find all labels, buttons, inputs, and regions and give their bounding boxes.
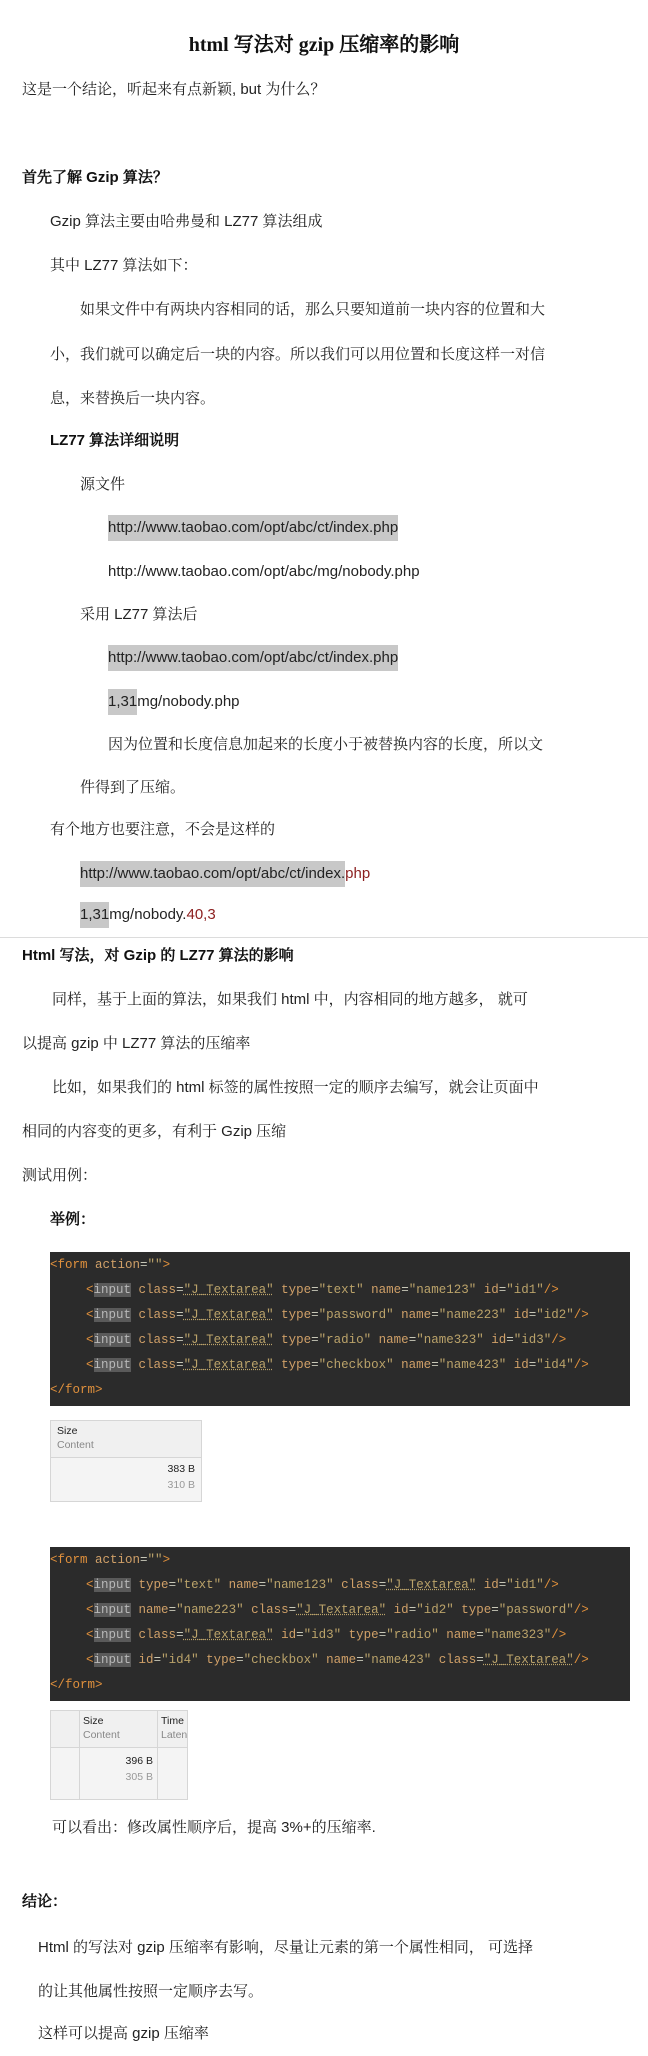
section-heading-html-impact: Html 写法，对 Gzip 的 LZ77 算法的影响 (22, 947, 294, 964)
code-attr-name: id (483, 1283, 499, 1297)
after-url: http://www.taobao.com/opt/abc/ct/index.php (108, 645, 398, 671)
after-lz77-label: 采用 LZ77 算法后 (80, 606, 198, 623)
code-equals: = (528, 1358, 537, 1372)
explain-line-2: 件得到了压缩。 (80, 779, 186, 796)
code-line-input (50, 1653, 589, 1667)
network-size-panel-1 (50, 1420, 202, 1502)
section-heading-gzip: 首先了解 Gzip 算法？ (22, 169, 168, 186)
example-heading: 举例： (50, 1211, 96, 1228)
code-equals: = (491, 1603, 499, 1617)
code-space (506, 1308, 514, 1322)
compressed-line (108, 692, 240, 712)
code-equals: = (311, 1308, 319, 1322)
code-space (506, 1358, 514, 1372)
code-attr-value: "id4" (161, 1653, 199, 1667)
code-attr-value: "name123" (408, 1283, 477, 1297)
compressed-pointer: 1,31 (108, 689, 137, 715)
code-space (131, 1653, 139, 1667)
code-equals: = (176, 1333, 184, 1347)
code-space (386, 1603, 394, 1617)
source-file-label: 源文件 (80, 476, 126, 493)
code-attr-value: "J_Textarea" (183, 1283, 274, 1297)
code-attr-value: "checkbox" (318, 1358, 394, 1372)
code-space (431, 1653, 439, 1667)
size-value: 396 B (125, 1755, 153, 1767)
code-equals: = (176, 1283, 184, 1297)
code-equals: = (153, 1653, 162, 1667)
code-attr-value: "" (147, 1258, 163, 1272)
code-tag: <form (50, 1553, 96, 1567)
code-attr-value: "name323" (416, 1333, 484, 1347)
code-tag-name: input (93, 1308, 132, 1322)
code-equals: = (528, 1308, 537, 1322)
code-tag: /> (573, 1603, 589, 1617)
latency-column-header: Laten (161, 1729, 188, 1741)
code-attr-name: name (446, 1628, 477, 1642)
code-attr-value: "id2" (536, 1308, 574, 1322)
code-equals: = (258, 1578, 267, 1592)
code-equals: = (296, 1628, 304, 1642)
code-equals: = (236, 1653, 244, 1667)
code-attr-name: class (138, 1333, 177, 1347)
code-line-form-close: </form> (50, 1383, 103, 1397)
conclusion-line-1: Html 的写法对 gzip 压缩率有影响，尽量让元素的第一个属性相同， 可选择 (38, 1939, 534, 1956)
code-space (131, 1308, 139, 1322)
code-attr-name: type (281, 1308, 312, 1322)
code-tag-name: input (93, 1603, 132, 1617)
code-tag: <form (50, 1258, 96, 1272)
code-attr-value: "name223" (438, 1308, 507, 1322)
code-attr-name: class (438, 1653, 477, 1667)
code-equals: = (378, 1578, 387, 1592)
code-attr-value: "password" (498, 1603, 574, 1617)
code-equals: = (476, 1628, 484, 1642)
code-tag: < (86, 1283, 94, 1297)
lz77-detail-heading: LZ77 算法详细说明 (50, 432, 180, 449)
code-equals: = (408, 1333, 417, 1347)
code-attr-name: id (513, 1308, 529, 1322)
code-equals: = (378, 1628, 387, 1642)
code-attr-name: action (95, 1258, 141, 1272)
code-attr-value: "name423" (363, 1653, 432, 1667)
code-attr-name: class (138, 1308, 177, 1322)
wrong-compressed-suffix: 40,3 (186, 906, 216, 923)
code-equals: = (311, 1283, 319, 1297)
code-equals: = (431, 1308, 439, 1322)
code-attr-name: name (138, 1603, 169, 1617)
code-attr-name: class (341, 1578, 379, 1592)
code-attr-name: class (251, 1603, 289, 1617)
code-tag: < (86, 1653, 94, 1667)
code-equals: = (176, 1308, 184, 1322)
code-attr-value: "id3" (303, 1628, 342, 1642)
code-equals: = (431, 1358, 439, 1372)
code-tag: < (86, 1308, 94, 1322)
lz77-explain-line-1: 如果文件中有两块内容相同的话，那么只要知道前一块内容的位置和大 (80, 301, 546, 318)
code-line-input (50, 1308, 589, 1322)
code-space (131, 1628, 139, 1642)
section-divider (0, 937, 648, 938)
code-line-input (50, 1603, 589, 1617)
code-line-input (50, 1283, 559, 1297)
code-attr-value: "J_Textarea" (183, 1308, 274, 1322)
code-tag: < (86, 1628, 94, 1642)
content-value: 305 B (125, 1771, 153, 1783)
code-equals: = (140, 1553, 148, 1567)
code-equals: = (311, 1333, 319, 1347)
code-attr-name: type (461, 1603, 492, 1617)
code-attr-value: "name323" (483, 1628, 552, 1642)
code-line-form-open (50, 1553, 170, 1567)
code-attr-value: "name123" (266, 1578, 334, 1592)
code-attr-name: type (281, 1283, 312, 1297)
conclusion-last-line: 这样可以提高 gzip 压缩率 (38, 2025, 209, 2042)
code-attr-name: id (513, 1358, 529, 1372)
wrong-compressed-line (80, 905, 216, 925)
code-equals: = (168, 1603, 177, 1617)
code-block-original-order (50, 1252, 630, 1406)
code-attr-name: id (483, 1578, 499, 1592)
code-space (244, 1603, 252, 1617)
code-space (371, 1333, 379, 1347)
code-equals: = (311, 1358, 319, 1372)
code-attr-value: "name423" (438, 1358, 507, 1372)
wrong-url-ext: php (345, 865, 371, 882)
code-tag: /> (543, 1578, 559, 1592)
code-attr-name: id (393, 1603, 409, 1617)
code-equals: = (168, 1578, 177, 1592)
code-attr-name: type (348, 1628, 379, 1642)
code-space (274, 1283, 282, 1297)
code-attr-name: class (138, 1628, 177, 1642)
code-equals: = (498, 1283, 507, 1297)
code-equals: = (506, 1333, 514, 1347)
code-attr-value: "id1" (506, 1283, 544, 1297)
gzip-composition-text: Gzip 算法主要由哈弗曼和 LZ77 算法组成 (50, 213, 323, 230)
code-equals: = (476, 1653, 484, 1667)
example-line-2: 相同的内容变的更多，有利于 Gzip 压缩 (22, 1123, 287, 1140)
code-space (131, 1603, 139, 1617)
code-attr-name: name (326, 1653, 357, 1667)
code-line-input (50, 1333, 566, 1347)
code-tag: > (162, 1553, 171, 1567)
code-space (274, 1308, 282, 1322)
example-line-1: 比如，如果我们的 html 标签的属性按照一定的顺序去编写，就会让页面中 (52, 1079, 539, 1096)
code-attr-value: "J_Textarea" (386, 1578, 477, 1592)
wrong-compressed-mid: mg/nobody. (109, 906, 187, 923)
code-attr-value: "id3" (513, 1333, 552, 1347)
network-size-panel-2 (50, 1710, 188, 1800)
lz77-intro-text: 其中 LZ77 算法如下： (50, 257, 198, 274)
code-tag-name: input (93, 1358, 132, 1372)
compressed-rest: mg/nobody.php (137, 693, 240, 710)
code-equals: = (140, 1258, 148, 1272)
size-value: 383 B (167, 1463, 195, 1475)
code-space (476, 1283, 484, 1297)
code-space (476, 1578, 484, 1592)
wrong-compressed-pointer: 1,31 (80, 902, 109, 928)
content-column-header: Content (57, 1439, 94, 1451)
code-tag: < (86, 1333, 94, 1347)
impact-line-1: 同样，基于上面的算法，如果我们 html 中，内容相同的地方越多， 就可 (52, 991, 528, 1008)
code-attr-name: type (281, 1333, 312, 1347)
code-tag: < (86, 1358, 94, 1372)
code-attr-value: "id2" (416, 1603, 454, 1617)
code-attr-value: "checkbox" (243, 1653, 319, 1667)
impact-line-2: 以提高 gzip 中 LZ77 算法的压缩率 (22, 1035, 251, 1052)
conclusion-line-2: 的让其他属性按照一定顺序去写。 (38, 1983, 264, 2000)
code-equals: = (356, 1653, 364, 1667)
code-attr-name: type (206, 1653, 237, 1667)
code-space (131, 1333, 139, 1347)
test-case-label: 测试用例： (22, 1167, 98, 1184)
code-equals: = (408, 1603, 417, 1617)
code-tag-name: input (93, 1283, 132, 1297)
column-divider (157, 1711, 158, 1799)
code-attr-name: id (491, 1333, 507, 1347)
code-equals: = (401, 1283, 409, 1297)
code-line-input (50, 1628, 566, 1642)
code-space (274, 1628, 282, 1642)
code-block-reordered (50, 1547, 630, 1701)
code-space (199, 1653, 207, 1667)
code-tag: < (86, 1603, 94, 1617)
code-space (341, 1628, 349, 1642)
code-attr-name: type (281, 1358, 312, 1372)
observation-text: 可以看出：修改属性顺序后，提高 3%+的压缩率. (52, 1819, 376, 1836)
code-attr-value: "text" (176, 1578, 222, 1592)
code-attr-name: action (95, 1553, 141, 1567)
lz77-explain-line-3: 息，来替换后一块内容。 (50, 390, 216, 407)
code-line-form-close: </form> (50, 1678, 103, 1692)
wrong-url-line (80, 864, 370, 884)
size-column-header: Size (83, 1715, 104, 1727)
code-attr-name: name (401, 1308, 432, 1322)
source-url-2: http://www.taobao.com/opt/abc/mg/nobody.php (108, 563, 420, 580)
lz77-explain-line-2: 小，我们就可以确定后一块的内容。所以我们可以用位置和长度这样一对信 (50, 346, 546, 363)
code-attr-value: "radio" (386, 1628, 439, 1642)
code-tag: < (86, 1578, 94, 1592)
intro-text: 这是一个结论，听起来有点新颖, but 为什么？ (22, 81, 326, 98)
page-title: html 写法对 gzip 压缩率的影响 (188, 34, 460, 56)
code-attr-value: "J_Textarea" (183, 1333, 274, 1347)
code-attr-value: "text" (318, 1283, 364, 1297)
code-attr-value: "J_Textarea" (183, 1358, 274, 1372)
code-tag: /> (573, 1308, 589, 1322)
code-attr-name: class (138, 1358, 177, 1372)
code-attr-name: id (281, 1628, 297, 1642)
code-attr-value: "id1" (506, 1578, 544, 1592)
code-line-input (50, 1358, 589, 1372)
code-tag: /> (543, 1283, 559, 1297)
wrong-url-main: http://www.taobao.com/opt/abc/ct/index. (80, 861, 345, 887)
code-tag-name: input (93, 1628, 132, 1642)
source-url-1: http://www.taobao.com/opt/abc/ct/index.php (108, 515, 398, 541)
code-attr-value: "radio" (318, 1333, 372, 1347)
code-attr-name: id (138, 1653, 154, 1667)
code-attr-value: "J_Textarea" (183, 1628, 274, 1642)
code-line-input (50, 1578, 559, 1592)
code-attr-name: name (228, 1578, 259, 1592)
code-tag-name: input (93, 1333, 132, 1347)
code-attr-name: name (378, 1333, 409, 1347)
code-attr-value: "password" (318, 1308, 394, 1322)
code-tag: /> (573, 1653, 589, 1667)
code-line-form-open (50, 1258, 170, 1272)
content-column-header: Content (83, 1729, 120, 1741)
code-attr-value: "J_Textarea" (296, 1603, 387, 1617)
code-tag-name: input (93, 1578, 132, 1592)
content-value: 310 B (167, 1479, 195, 1491)
time-column-header: Time (161, 1715, 184, 1727)
code-equals: = (176, 1358, 184, 1372)
code-space (131, 1283, 139, 1297)
code-tag: /> (551, 1333, 567, 1347)
code-tag: > (162, 1258, 171, 1272)
code-tag-name: input (93, 1653, 132, 1667)
code-space (274, 1333, 282, 1347)
conclusion-heading: 结论： (22, 1893, 68, 1910)
code-space (221, 1578, 229, 1592)
code-attr-name: name (371, 1283, 402, 1297)
code-equals: = (498, 1578, 507, 1592)
code-space (131, 1578, 139, 1592)
code-equals: = (288, 1603, 297, 1617)
code-attr-value: "id4" (536, 1358, 574, 1372)
code-attr-value: "" (147, 1553, 163, 1567)
code-attr-value: "J_Textarea" (483, 1653, 574, 1667)
code-attr-value: "name223" (176, 1603, 244, 1617)
code-attr-name: type (138, 1578, 169, 1592)
code-tag: /> (573, 1358, 589, 1372)
code-space (131, 1358, 139, 1372)
code-tag: /> (551, 1628, 567, 1642)
code-attr-name: class (138, 1283, 177, 1297)
explain-line-1: 因为位置和长度信息加起来的长度小于被替换内容的长度，所以文 (108, 736, 544, 753)
code-attr-name: name (401, 1358, 432, 1372)
size-column-header: Size (57, 1425, 78, 1437)
note-text: 有个地方也要注意，不会是这样的 (50, 821, 276, 838)
column-divider (79, 1711, 80, 1799)
code-equals: = (176, 1628, 184, 1642)
code-space (274, 1358, 282, 1372)
